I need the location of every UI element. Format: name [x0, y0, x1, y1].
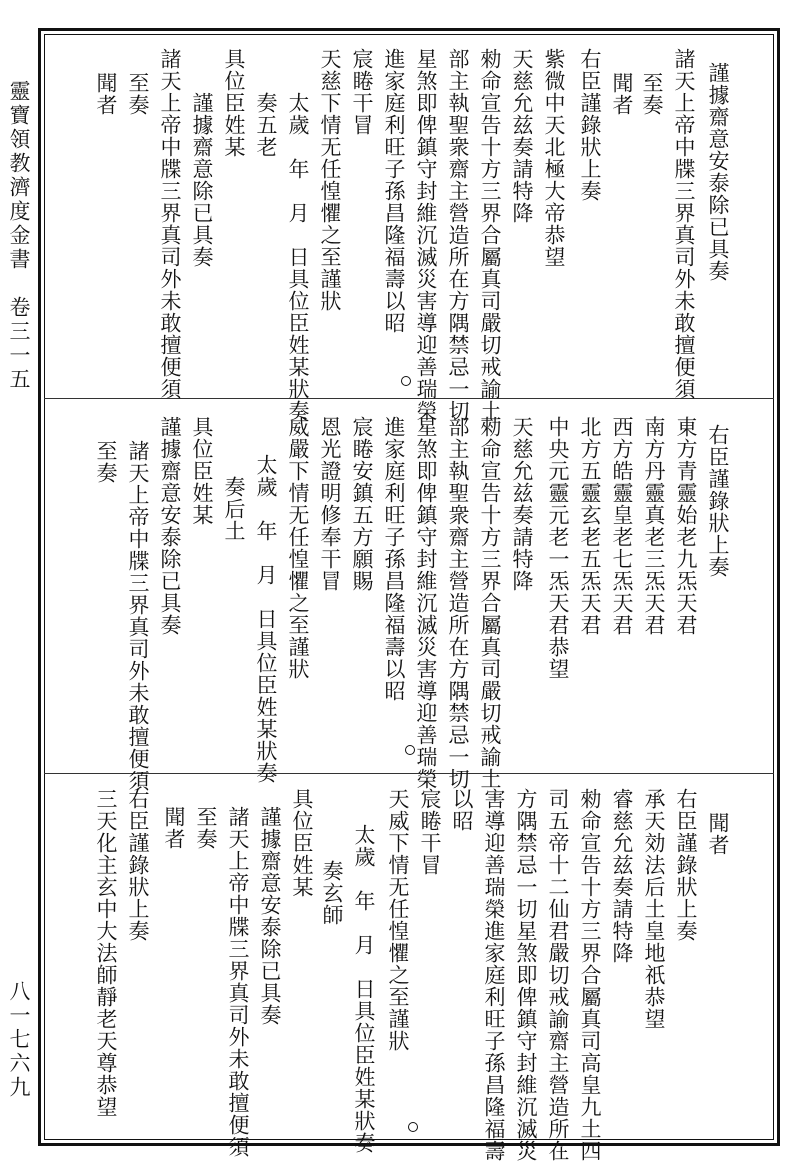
text-column: 謹據齋意安泰除已具奏	[706, 62, 730, 282]
text-column: 勑命宣告十方三界合屬真司嚴切戒諭土	[478, 416, 502, 790]
text-column: 宸睠干冒	[350, 48, 374, 136]
text-column: 恩光證明修奉干冒	[318, 416, 342, 592]
text-column: 睿慈允兹奏請特降	[610, 788, 634, 964]
text-column: 諸天上帝中牒三界真司外未敢擅便須	[126, 440, 150, 792]
text-column: 星煞即俾鎮守封維沉滅災害導迎善瑞榮	[414, 48, 438, 422]
text-column: 害導迎善瑞榮進家庭利旺子孫昌隆福壽	[482, 788, 506, 1162]
text-column: 宸睠干冒	[418, 788, 442, 876]
text-column: 西方皓靈皇老七炁天君	[610, 416, 634, 636]
text-column: 右臣謹錄狀上奏	[578, 48, 602, 202]
text-column: 天慈允兹奏請特降	[510, 416, 534, 592]
text-column: 進家庭利旺子孫昌隆福壽以昭	[382, 48, 406, 334]
text-column: 方隅禁忌一切星煞即俾鎮守封維沉滅災	[514, 788, 538, 1162]
text-column: 至奏	[194, 806, 218, 850]
punctuation-circle	[408, 1122, 418, 1132]
text-column: 至奏	[126, 72, 150, 116]
text-column: 至奏	[640, 72, 664, 116]
text-column: 太歲 年 月 日具位臣姓某狀奏	[352, 824, 376, 1154]
text-column: 紫微中天北極大帝恭望	[542, 48, 566, 268]
book-title: 靈寶領教濟度金書 卷三一五	[7, 80, 31, 392]
text-column: 聞者	[162, 806, 186, 850]
page-number: 八一七六九	[7, 980, 31, 1100]
text-column: 至奏	[94, 440, 118, 484]
text-column: 中央元靈元老一炁天君恭望	[546, 416, 570, 680]
text-column: 天慈允兹奏請特降	[510, 48, 534, 224]
text-column: 右臣謹錄狀上奏	[126, 788, 150, 942]
text-column: 諸天上帝中牒三界真司外未敢擅便須	[158, 48, 182, 400]
text-column: 東方青靈始老九炁天君	[674, 416, 698, 636]
text-column: 司五帝十二仙君嚴切戒諭齋主營造所在	[546, 788, 570, 1162]
punctuation-circle	[401, 376, 411, 386]
text-column: 具位臣姓某	[190, 416, 214, 526]
panel-divider	[44, 773, 774, 774]
text-column: 聞者	[610, 72, 634, 116]
text-column: 太歲 年 月 日具位臣姓某狀奏	[286, 92, 310, 422]
text-column: 奏玄師	[320, 860, 344, 926]
text-column: 以昭	[450, 788, 474, 832]
panel-divider	[44, 398, 774, 399]
text-column: 具位臣姓某	[290, 788, 314, 898]
text-column: 三天化主玄中大法師靜老天尊恭望	[94, 788, 118, 1118]
text-column: 右臣謹錄狀上奏	[706, 424, 730, 578]
text-column: 聞者	[94, 72, 118, 116]
text-column: 謹據齋意安泰除已具奏	[258, 806, 282, 1026]
text-column: 謹據齋意安泰除已具奏	[158, 416, 182, 636]
text-column: 勑命宣告十方三界合屬真司嚴切戒諭土	[478, 48, 502, 422]
text-column: 進家庭利旺子孫昌隆福壽以昭	[382, 416, 406, 702]
text-column: 南方丹靈真老三炁天君	[642, 416, 666, 636]
text-column: 聞者	[706, 812, 730, 856]
text-column: 北方五靈玄老五炁天君	[578, 416, 602, 636]
text-column: 具位臣姓某	[222, 48, 246, 158]
text-column: 勑命宣告十方三界合屬真司高皇九土四	[578, 788, 602, 1162]
text-column: 諸天上帝中牒三界真司外未敢擅便須	[672, 48, 696, 400]
text-column: 謹據齋意除已具奏	[190, 92, 214, 268]
text-column: 右臣謹錄狀上奏	[674, 788, 698, 942]
text-column: 星煞即俾鎮守封維沉滅災害導迎善瑞榮	[414, 416, 438, 790]
text-column: 承天効法后土皇地祇恭望	[642, 788, 666, 1030]
text-column: 部主執聖衆齋主營造所在方隅禁忌一切	[446, 48, 470, 422]
text-column: 奏五老	[254, 92, 278, 158]
text-column: 天威下情无任惶懼之至謹狀	[386, 788, 410, 1052]
text-column: 太歲 年 月 日具位臣姓某狀奏	[254, 454, 278, 784]
text-column: 威嚴下情无任惶懼之至謹狀	[286, 416, 310, 680]
text-column: 宸睠安鎮五方願賜	[350, 416, 374, 592]
text-column: 諸天上帝中牒三界真司外未敢擅便須	[226, 806, 250, 1158]
text-column: 部主執聖衆齋主營造所在方隅禁忌一切	[446, 416, 470, 790]
punctuation-circle	[405, 745, 415, 755]
text-column: 天慈下情无任惶懼之至謹狀	[318, 48, 342, 312]
text-column: 奏后土	[222, 476, 246, 542]
